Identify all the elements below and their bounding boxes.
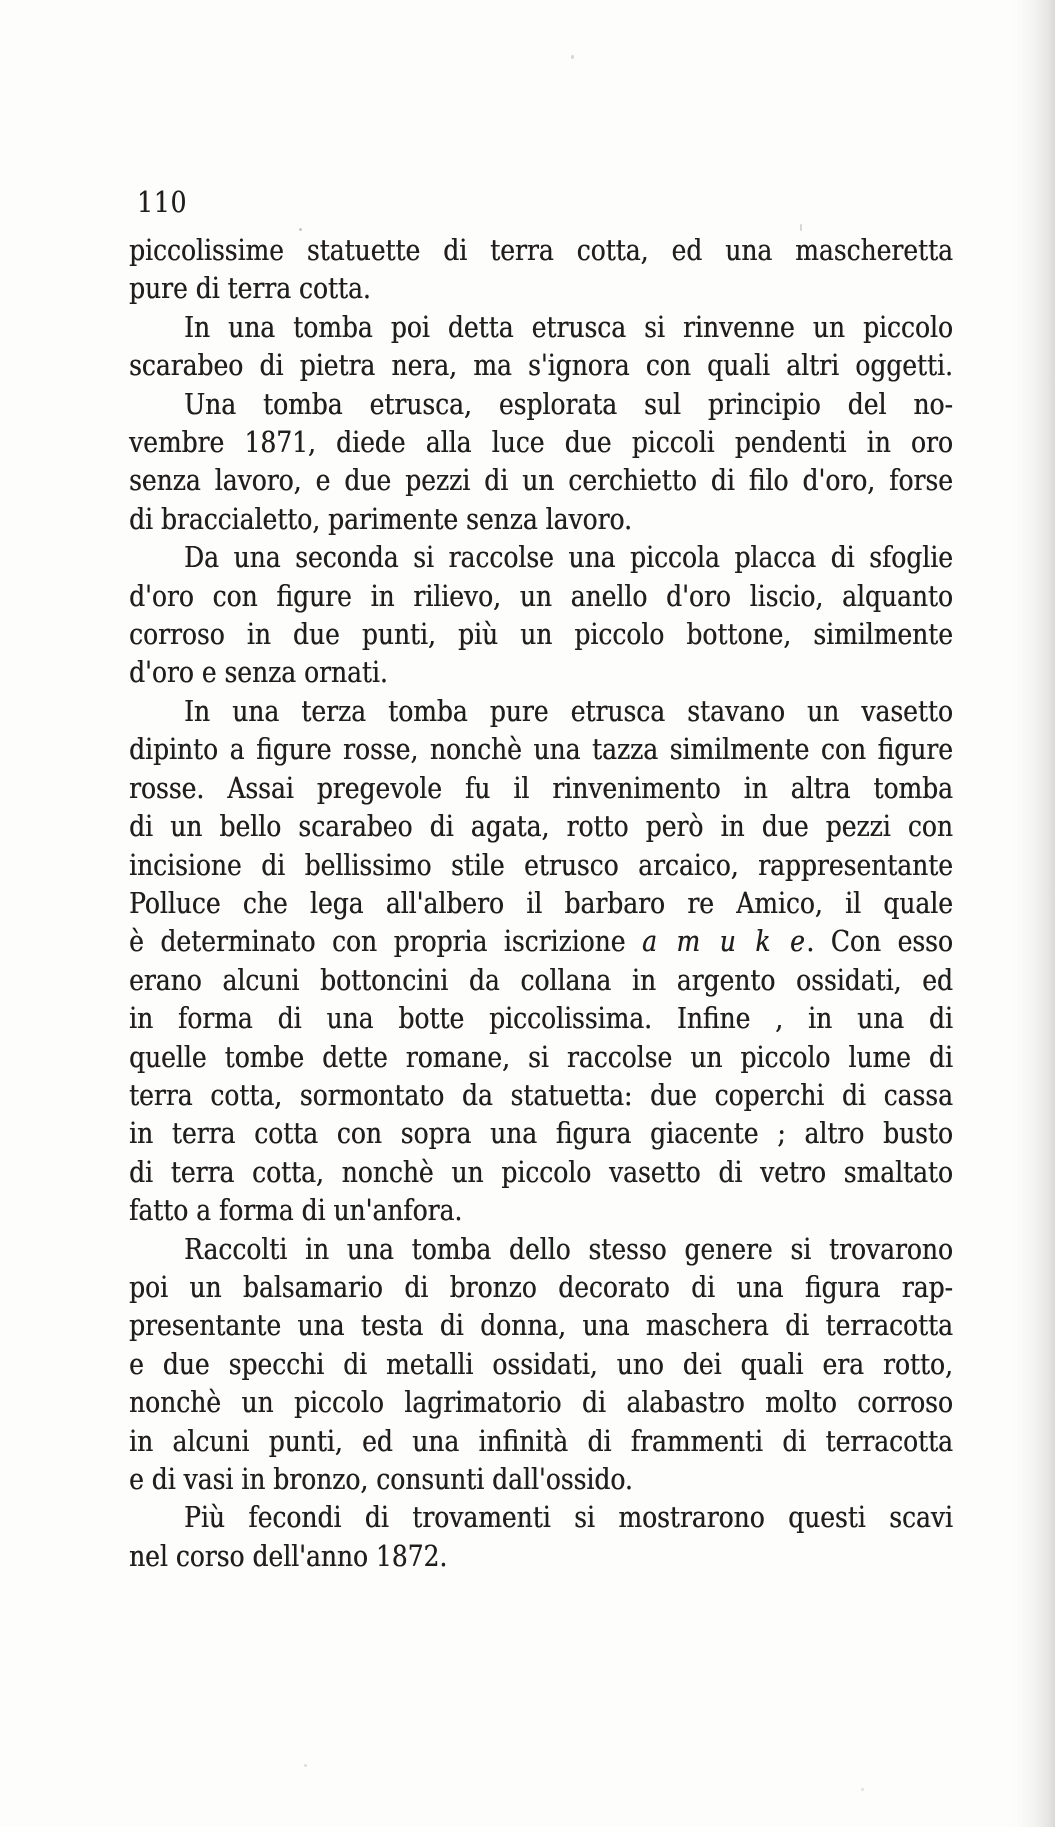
paragraph (129, 692, 953, 1230)
text-line: pure di terra cotta. (129, 271, 371, 306)
text-line: poi un balsamario di bronzo decorato di una figura rap- (129, 1269, 953, 1304)
text-line: d'oro con figure in rilievo, un anello d'oro liscio, alquanto (129, 578, 953, 613)
text-line: scarabeo di pietra nera, ma s'ignora con quali altri oggetti. (129, 348, 953, 383)
text-line: quelle tombe dette romane, si raccolse un piccolo lume di (129, 1039, 953, 1074)
text-line: nel corso dell'anno 1872. (129, 1538, 448, 1573)
text-line: incisione di bellissimo stile etrusco arcaico, rappresentante (129, 847, 953, 882)
paragraph (129, 385, 953, 539)
text-line: nonchè un piccolo lagrimatorio di alabastro molto corroso (129, 1385, 953, 1420)
scan-dust-speck (571, 55, 574, 59)
text-line: erano alcuni bottoncini da collana in argento ossidati, ed (129, 962, 953, 997)
text-line: in forma di una botte piccolissima. Infine , in una di (129, 1001, 953, 1036)
text-line: senza lavoro, e due pezzi di un cerchietto di filo d'oro, forse (129, 463, 953, 498)
text-line: Polluce che lega all'albero il barbaro re Amico, il quale (129, 885, 953, 920)
text-line: rosse. Assai pregevole fu il rinvenimento in altra tomba (129, 770, 953, 805)
text-block (129, 231, 953, 1575)
text-line: piccolissime statuette di terra cotta, ed una mascheretta (129, 233, 953, 267)
text-line (129, 922, 953, 960)
paragraph (129, 308, 953, 385)
scan-dust-speck (861, 1788, 864, 1791)
text-line: e due specchi di metalli ossidati, uno dei quali era rotto, (129, 1346, 953, 1381)
text-line: In una terza tomba pure etrusca stavano un vasetto (184, 693, 953, 728)
text-line: Più fecondi di trovamenti si mostrarono questi scavi (184, 1500, 953, 1535)
text-line: Una tomba etrusca, esplorata sul principio del no- (184, 386, 953, 421)
text-line: presentante una testa di donna, una maschera di terracotta (129, 1308, 953, 1343)
text-line: fatto a forma di un'anfora. (129, 1193, 463, 1228)
text-line: di terra cotta, nonchè un piccolo vasetto di vetro smaltato (129, 1154, 953, 1189)
text-line: Da una seconda si raccolse una piccola placca di sfoglie (184, 540, 953, 575)
etruscan-inscription: a m u k e (641, 924, 807, 959)
paragraph (129, 1498, 953, 1575)
text-line: In una tomba poi detta etrusca si rinvenne un piccolo (184, 309, 953, 344)
text-line: d'oro e senza ornati. (129, 655, 388, 690)
page-number: 110 (137, 185, 188, 219)
text-line: di braccialetto, parimente senza lavoro. (129, 501, 632, 536)
paragraph (129, 538, 953, 692)
scan-dust-speck (304, 1764, 307, 1767)
text-run: è determinato con propria iscrizione (129, 924, 642, 959)
paragraph (129, 231, 953, 308)
text-line: di un bello scarabeo di agata, rotto però in due pezzi con (129, 809, 953, 844)
paragraph (129, 1230, 953, 1499)
text-line: corroso in due punti, più un piccolo bottone, similmente (129, 617, 953, 652)
text-line: Raccolti in una tomba dello stesso genere si trovarono (184, 1231, 953, 1266)
text-line: in alcuni punti, ed una infinità di frammenti di terracotta (129, 1423, 953, 1458)
text-line: vembre 1871, diede alla luce due piccoli pendenti in oro (129, 425, 953, 460)
page-edge-shadow (1013, 0, 1055, 1827)
text-line: dipinto a figure rosse, nonchè una tazza similmente con figure (129, 732, 953, 767)
text-line: terra cotta, sormontato da statuetta: due coperchi di cassa (129, 1077, 953, 1112)
text-line: in terra cotta con sopra una figura giacente ; altro busto (129, 1116, 953, 1151)
text-line: e di vasi in bronzo, consunti dall'ossido. (129, 1462, 633, 1496)
text-run: . Con esso (806, 924, 953, 959)
scan-dust-speck (800, 224, 802, 231)
